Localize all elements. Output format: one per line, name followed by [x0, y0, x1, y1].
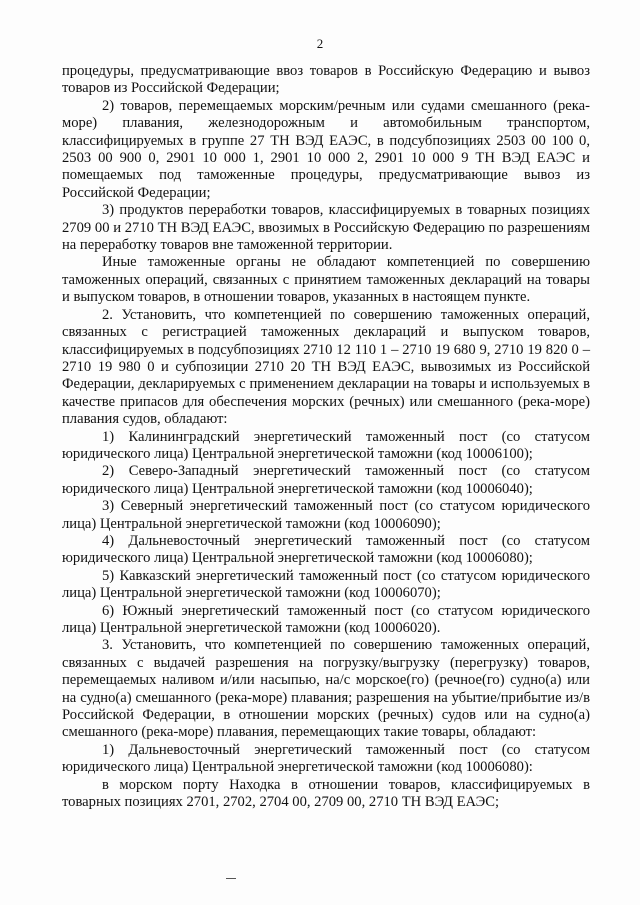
paragraph-item-3: 3) продуктов переработки товаров, классифицируемых в товарных позициях 2709 00 и 2710 ТН ВЭД ЕАЭС, ввозимых в Российскую Федерацию по разрешениям на переработку товаров вне таможенной территории. — [62, 202, 590, 254]
paragraph-continuation: процедуры, предусматривающие ввоз товаров в Российскую Федерацию и вывоз товаров из Российской Федерации; — [62, 63, 590, 97]
paragraph-clause-2-item-2: 2) Северо-Западный энергетический таможенный пост (со статусом юридического лица) Центральной энергетической таможни (код 10006040); — [62, 463, 590, 497]
paragraph-item-2: 2) товаров, перемещаемых морским/речным или судами смешанного (река-море) плавания, железнодорожным и автомобильным транспортом, классифицируемых в группе 27 ТН ВЭД ЕАЭС, в подсубпозициях 2503 00 100 0, 2503 00 900 0, 2901 10 000 1, 2901 10 000 2, 2901 10 000 9 ТН ВЭД ЕАЭС и помещаемых под таможенные процедуры, предусматривающие вывоз из Российской Федерации; — [62, 97, 590, 201]
paragraph-clause-2-item-5: 5) Кавказский энергетический таможенный пост (со статусом юридического лица) Центральной энергетической таможни (код 10006070); — [62, 567, 590, 602]
scan-mark — [226, 878, 236, 879]
paragraph-nakhodka-port: в морском порту Находка в отношении товаров, классифицируемых в товарных позициях 2701, 2702, 2704 00, 2709 00, 2710 ТН ВЭД ЕАЭС; — [62, 776, 590, 811]
document-body — [62, 63, 590, 811]
paragraph-other-authorities: Иные таможенные органы не обладают компетенцией по совершению таможенных операций, связанных с принятием таможенных деклараций на товары и выпуском товаров, в отношении товаров, указанных в настоящем пункте. — [62, 254, 590, 306]
paragraph-clause-2-item-3: 3) Северный энергетический таможенный пост (со статусом юридического лица) Центральной энергетической таможни (код 10006090); — [62, 498, 590, 532]
page-number: 2 — [316, 36, 324, 51]
paragraph-clause-3-item-1: 1) Дальневосточный энергетический таможенный пост (со статусом юридического лица) Центральной энергетической таможни (код 10006080): — [62, 741, 590, 776]
paragraph-clause-2-item-4: 4) Дальневосточный энергетический таможенный пост (со статусом юридического лица) Центральной энергетической таможни (код 10006080); — [62, 532, 590, 567]
paragraph-clause-2: 2. Установить, что компетенцией по совершению таможенных операций, связанных с регистрацией таможенных деклараций и выпуском товаров, классифицируемых в подсубпозициях 2710 12 110 1 – 2710 19 680 9, 2710 19 820 0 – 2710 19 980 0 и субпозиции 2710 20 ТН ВЭД ЕАЭС, вывозимых из Российской Федерации, декларируемых с применением декларации на товары и используемых в качестве припасов для обеспечения морских (речных) или смешанного (река-море) плавания судов, обладают: — [62, 306, 590, 428]
paragraph-clause-3: 3. Установить, что компетенцией по совершению таможенных операций, связанных с выдачей разрешения на погрузку/выгрузку (перегрузку) товаров, перемещаемых наливом и/или насыпью, на/с морское(го) (речное(го) судно(а) или на судно(а) смешанного (река-море) плавания; разрешения на убытие/прибытие из/в Российской Федерации, в отношении морских (речных) судов или на судно(а) смешанного (река-море) плавания, перемещающих такие товары, обладают: — [62, 637, 590, 741]
paragraph-clause-2-item-6: 6) Южный энергетический таможенный пост (со статусом юридического лица) Центральной энергетической таможни (код 10006020). — [62, 602, 590, 636]
paragraph-clause-2-item-1: 1) Калининградский энергетический таможенный пост (со статусом юридического лица) Центральной энергетической таможни (код 10006100); — [62, 428, 590, 462]
